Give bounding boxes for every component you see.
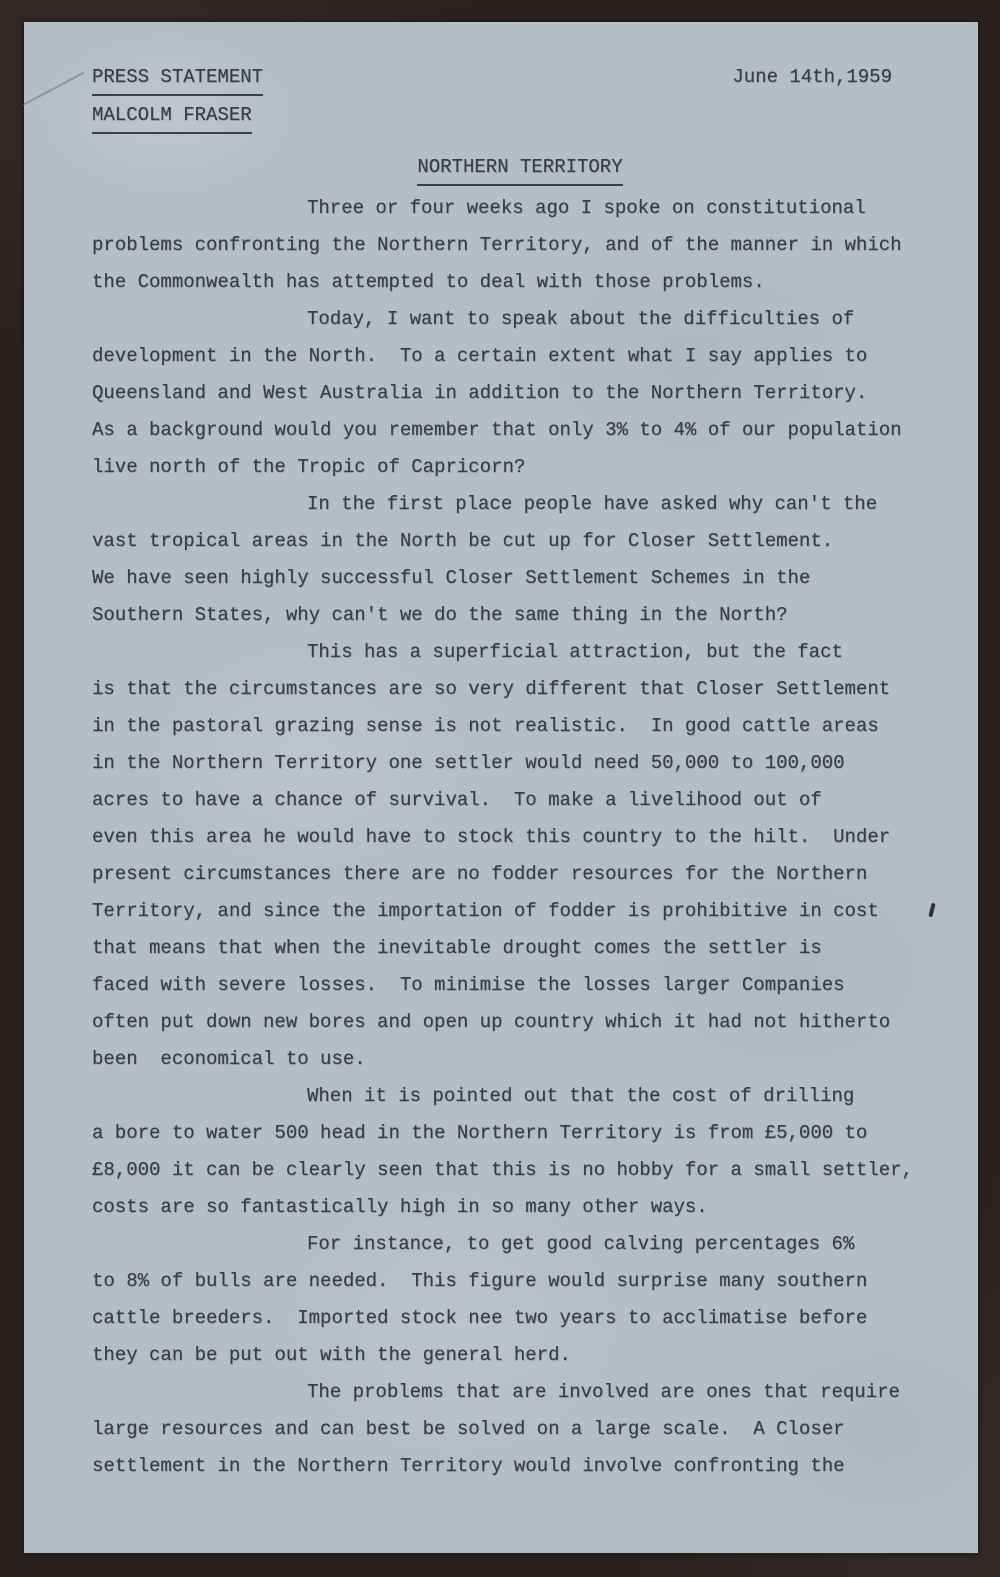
text-line: For instance, to get good calving percentages 6% bbox=[307, 1233, 855, 1255]
document-page bbox=[24, 22, 978, 1553]
document-title: NORTHERN TERRITORY bbox=[417, 151, 622, 186]
text-line: We have seen highly successful Closer Settlement Schemes in the bbox=[92, 567, 811, 589]
text-line: a bore to water 500 head in the Northern Territory is from £5,000 to bbox=[92, 1122, 868, 1144]
text-line: problems confronting the Northern Territory, and of the manner in which bbox=[92, 234, 902, 256]
text-line: even this area he would have to stock this country to the hilt. Under bbox=[92, 826, 891, 848]
text-line: Southern States, why can't we do the same thing in the North? bbox=[92, 604, 788, 626]
document-date: June 14th,1959 bbox=[732, 66, 892, 88]
paragraph bbox=[92, 1374, 948, 1485]
text-line: cattle breeders. Imported stock nee two years to acclimatise before bbox=[92, 1307, 868, 1329]
text-line: that means that when the inevitable drought comes the settler is bbox=[92, 937, 822, 959]
document-header bbox=[92, 58, 948, 134]
text-line: in the pastoral grazing sense is not realistic. In good cattle areas bbox=[92, 715, 879, 737]
press-statement-label: PRESS STATEMENT bbox=[92, 61, 263, 96]
text-line: acres to have a chance of survival. To make a livelihood out of bbox=[92, 789, 822, 811]
paragraph bbox=[92, 301, 948, 486]
author-name: MALCOLM FRASER bbox=[92, 99, 252, 134]
text-line: is that the circumstances are so very different that Closer Settlement bbox=[92, 678, 891, 700]
text-line: When it is pointed out that the cost of drilling bbox=[307, 1085, 855, 1107]
text-line: vast tropical areas in the North be cut up for Closer Settlement. bbox=[92, 530, 834, 552]
text-line: they can be put out with the general herd. bbox=[92, 1344, 571, 1366]
text-line: Three or four weeks ago I spoke on constitutional bbox=[307, 197, 866, 219]
paragraph bbox=[92, 634, 948, 1078]
paragraph bbox=[92, 486, 948, 634]
text-line: to 8% of bulls are needed. This figure would surprise many southern bbox=[92, 1270, 868, 1292]
press-statement-label-line bbox=[92, 58, 263, 96]
header-left-block bbox=[92, 58, 263, 134]
text-line: costs are so fantastically high in so many other ways. bbox=[92, 1196, 708, 1218]
text-line: Queensland and West Australia in addition to the Northern Territory. bbox=[92, 382, 868, 404]
text-line: live north of the Tropic of Capricorn? bbox=[92, 456, 526, 478]
text-line: faced with severe losses. To minimise the losses larger Companies bbox=[92, 974, 845, 996]
text-line: Territory, and since the importation of fodder is prohibitive in cost bbox=[92, 900, 879, 922]
text-line: been economical to use. bbox=[92, 1048, 366, 1070]
author-name-line bbox=[92, 96, 263, 134]
document-body bbox=[92, 190, 948, 1485]
text-line: in the Northern Territory one settler would need 50,000 to 100,000 bbox=[92, 752, 845, 774]
paragraph bbox=[92, 1226, 948, 1374]
text-line: development in the North. To a certain extent what I say applies to bbox=[92, 345, 868, 367]
text-line: As a background would you remember that only 3% to 4% of our population bbox=[92, 419, 902, 441]
text-line: This has a superficial attraction, but the fact bbox=[307, 641, 843, 663]
text-line: settlement in the Northern Territory would involve confronting the bbox=[92, 1455, 845, 1477]
text-line: often put down new bores and open up country which it had not hitherto bbox=[92, 1011, 891, 1033]
text-line: £8,000 it can be clearly seen that this is no hobby for a small settler, bbox=[92, 1159, 913, 1181]
text-line: present circumstances there are no fodder resources for the Northern bbox=[92, 863, 868, 885]
text-line: the Commonwealth has attempted to deal with those problems. bbox=[92, 271, 765, 293]
text-line: The problems that are involved are ones that require bbox=[307, 1381, 900, 1403]
paragraph bbox=[92, 190, 948, 301]
text-line: Today, I want to speak about the difficulties of bbox=[307, 308, 855, 330]
title-row bbox=[92, 148, 948, 186]
text-line: In the first place people have asked why can't the bbox=[307, 493, 878, 515]
paragraph bbox=[92, 1078, 948, 1226]
text-line: large resources and can best be solved on a large scale. A Closer bbox=[92, 1418, 845, 1440]
